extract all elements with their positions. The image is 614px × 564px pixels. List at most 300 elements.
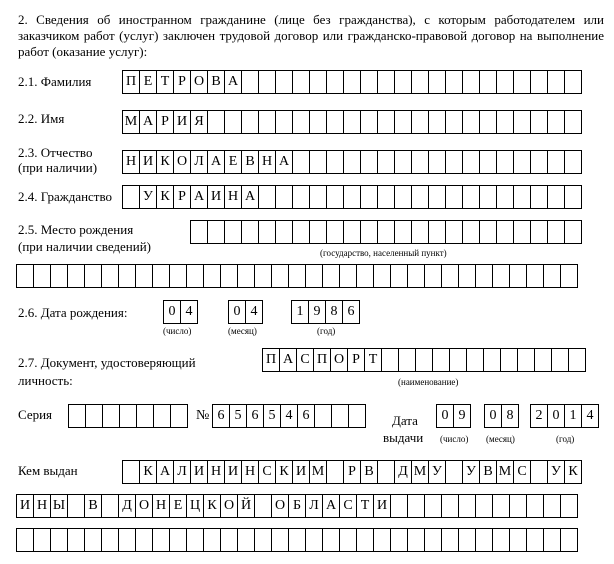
letter-cell[interactable] [258,70,276,94]
letter-cell[interactable] [377,70,395,94]
letter-cell[interactable] [203,528,221,552]
letter-cell[interactable]: О [190,70,208,94]
letter-cell[interactable] [479,70,497,94]
issue-day-field[interactable] [436,404,470,428]
letter-cell[interactable] [169,528,187,552]
letter-cell[interactable]: А [207,150,225,174]
letter-cell[interactable] [390,528,408,552]
letter-cell[interactable]: 1 [564,404,582,428]
letter-cell[interactable]: Т [156,70,174,94]
letter-cell[interactable] [271,528,289,552]
letter-cell[interactable] [119,404,137,428]
birth-month-field[interactable] [228,300,262,324]
letter-cell[interactable]: 0 [228,300,246,324]
letter-cell[interactable]: 2 [530,404,548,428]
letter-cell[interactable] [237,264,255,288]
letter-cell[interactable]: 0 [484,404,502,428]
letter-cell[interactable] [339,528,357,552]
letter-cell[interactable] [288,528,306,552]
letter-cell[interactable]: 4 [280,404,298,428]
letter-cell[interactable] [394,70,412,94]
letter-cell[interactable] [428,110,446,134]
letter-cell[interactable] [305,264,323,288]
letter-cell[interactable] [169,264,187,288]
letter-cell[interactable] [136,404,154,428]
letter-cell[interactable]: Д [118,494,136,518]
letter-cell[interactable]: С [339,494,357,518]
letter-cell[interactable] [381,348,399,372]
letter-cell[interactable] [254,528,272,552]
letter-cell[interactable] [275,110,293,134]
letter-cell[interactable] [462,110,480,134]
letter-cell[interactable] [530,220,548,244]
letter-cell[interactable]: М [496,460,514,484]
letter-cell[interactable] [547,185,565,209]
letter-cell[interactable] [547,150,565,174]
letter-cell[interactable] [560,494,578,518]
letter-cell[interactable] [326,185,344,209]
letter-cell[interactable]: Л [190,150,208,174]
letter-cell[interactable]: В [84,494,102,518]
letter-cell[interactable] [564,150,582,174]
letter-cell[interactable] [475,528,493,552]
letter-cell[interactable] [33,264,51,288]
letter-cell[interactable] [479,220,497,244]
letter-cell[interactable]: М [309,460,327,484]
letter-cell[interactable] [411,220,429,244]
letter-cell[interactable]: Е [139,70,157,94]
document-name-field[interactable] [262,348,585,372]
letter-cell[interactable]: Н [224,185,242,209]
letter-cell[interactable] [292,150,310,174]
letter-cell[interactable]: А [275,150,293,174]
letter-cell[interactable]: 4 [581,404,599,428]
letter-cell[interactable] [135,528,153,552]
letter-cell[interactable] [445,185,463,209]
letter-cell[interactable] [432,348,450,372]
letter-cell[interactable]: 6 [297,404,315,428]
letter-cell[interactable] [441,494,459,518]
letter-cell[interactable] [394,220,412,244]
letter-cell[interactable] [394,185,412,209]
letter-cell[interactable] [496,185,514,209]
letter-cell[interactable] [407,264,425,288]
letter-cell[interactable] [428,185,446,209]
letter-cell[interactable] [360,150,378,174]
issue-year-field[interactable] [530,404,598,428]
letter-cell[interactable]: В [207,70,225,94]
letter-cell[interactable]: О [135,494,153,518]
letter-cell[interactable] [271,264,289,288]
letter-cell[interactable]: 6 [246,404,264,428]
letter-cell[interactable] [152,264,170,288]
letter-cell[interactable]: М [122,110,140,134]
letter-cell[interactable]: К [203,494,221,518]
letter-cell[interactable] [309,185,327,209]
letter-cell[interactable] [220,528,238,552]
letter-cell[interactable] [428,70,446,94]
letter-cell[interactable] [445,70,463,94]
letter-cell[interactable] [207,220,225,244]
letter-cell[interactable] [543,494,561,518]
letter-cell[interactable]: 9 [308,300,326,324]
letter-cell[interactable] [292,110,310,134]
letter-cell[interactable]: Ы [50,494,68,518]
letter-cell[interactable] [326,70,344,94]
number-field[interactable] [212,404,365,428]
letter-cell[interactable]: Н [122,150,140,174]
letter-cell[interactable] [305,528,323,552]
letter-cell[interactable] [530,150,548,174]
letter-cell[interactable] [411,185,429,209]
letter-cell[interactable] [102,404,120,428]
letter-cell[interactable] [441,264,459,288]
letter-cell[interactable]: У [139,185,157,209]
letter-cell[interactable] [479,110,497,134]
letter-cell[interactable] [462,185,480,209]
letter-cell[interactable] [275,70,293,94]
letter-cell[interactable] [424,528,442,552]
letter-cell[interactable] [543,264,561,288]
letter-cell[interactable] [326,460,344,484]
letter-cell[interactable] [322,528,340,552]
letter-cell[interactable]: Т [356,494,374,518]
letter-cell[interactable] [33,528,51,552]
letter-cell[interactable]: 4 [180,300,198,324]
letter-cell[interactable] [483,348,501,372]
letter-cell[interactable] [530,110,548,134]
letter-cell[interactable]: Д [394,460,412,484]
letter-cell[interactable]: С [258,460,276,484]
letter-cell[interactable] [292,70,310,94]
letter-cell[interactable] [492,264,510,288]
letter-cell[interactable]: Н [241,460,259,484]
letter-cell[interactable] [309,220,327,244]
letter-cell[interactable] [377,150,395,174]
letter-cell[interactable] [237,528,255,552]
letter-cell[interactable]: О [173,150,191,174]
letter-cell[interactable] [492,494,510,518]
birthplace-field-line2[interactable] [16,264,577,288]
letter-cell[interactable]: К [275,460,293,484]
letter-cell[interactable] [411,110,429,134]
letter-cell[interactable] [186,264,204,288]
letter-cell[interactable]: В [479,460,497,484]
letter-cell[interactable] [309,150,327,174]
letter-cell[interactable]: У [428,460,446,484]
letter-cell[interactable]: Н [152,494,170,518]
letter-cell[interactable] [258,185,276,209]
letter-cell[interactable] [275,220,293,244]
letter-cell[interactable]: А [156,460,174,484]
letter-cell[interactable]: И [373,494,391,518]
letter-cell[interactable]: Н [207,460,225,484]
letter-cell[interactable] [170,404,188,428]
issued-by-field-line1[interactable] [122,460,581,484]
letter-cell[interactable] [343,110,361,134]
letter-cell[interactable] [203,264,221,288]
letter-cell[interactable] [564,110,582,134]
letter-cell[interactable] [568,348,586,372]
letter-cell[interactable] [441,528,459,552]
letter-cell[interactable]: А [322,494,340,518]
letter-cell[interactable] [534,348,552,372]
letter-cell[interactable]: Е [169,494,187,518]
letter-cell[interactable]: И [173,110,191,134]
letter-cell[interactable]: О [271,494,289,518]
letter-cell[interactable]: Н [258,150,276,174]
letter-cell[interactable] [513,110,531,134]
letter-cell[interactable] [492,528,510,552]
series-field[interactable] [68,404,187,428]
letter-cell[interactable] [207,110,225,134]
letter-cell[interactable]: 9 [453,404,471,428]
letter-cell[interactable] [241,110,259,134]
letter-cell[interactable]: У [462,460,480,484]
letter-cell[interactable] [411,150,429,174]
letter-cell[interactable] [292,220,310,244]
birth-day-field[interactable] [163,300,197,324]
issued-by-field-line2[interactable] [16,494,577,518]
letter-cell[interactable]: Р [173,185,191,209]
letter-cell[interactable]: И [207,185,225,209]
letter-cell[interactable] [479,185,497,209]
letter-cell[interactable] [50,528,68,552]
letter-cell[interactable]: П [122,70,140,94]
letter-cell[interactable] [186,528,204,552]
letter-cell[interactable]: Р [156,110,174,134]
letter-cell[interactable] [288,264,306,288]
letter-cell[interactable] [543,528,561,552]
letter-cell[interactable] [50,264,68,288]
letter-cell[interactable] [407,528,425,552]
letter-cell[interactable]: Л [173,460,191,484]
letter-cell[interactable]: 1 [291,300,309,324]
letter-cell[interactable] [360,110,378,134]
letter-cell[interactable] [449,348,467,372]
letter-cell[interactable] [377,185,395,209]
letter-cell[interactable] [496,220,514,244]
letter-cell[interactable] [475,494,493,518]
letter-cell[interactable]: Я [190,110,208,134]
letter-cell[interactable] [68,404,86,428]
letter-cell[interactable] [394,150,412,174]
letter-cell[interactable] [85,404,103,428]
letter-cell[interactable] [462,70,480,94]
letter-cell[interactable] [254,494,272,518]
letter-cell[interactable] [343,150,361,174]
letter-cell[interactable]: Р [173,70,191,94]
letter-cell[interactable] [526,264,544,288]
surname-field[interactable] [122,70,581,94]
letter-cell[interactable] [356,528,374,552]
letter-cell[interactable]: В [241,150,259,174]
letter-cell[interactable] [373,528,391,552]
letter-cell[interactable] [551,348,569,372]
letter-cell[interactable] [445,460,463,484]
issued-by-field-line3[interactable] [16,528,577,552]
letter-cell[interactable]: 0 [163,300,181,324]
letter-cell[interactable] [356,264,374,288]
letter-cell[interactable] [84,264,102,288]
letter-cell[interactable] [309,110,327,134]
letter-cell[interactable] [415,348,433,372]
letter-cell[interactable] [67,264,85,288]
letter-cell[interactable] [339,264,357,288]
letter-cell[interactable] [118,264,136,288]
letter-cell[interactable] [254,264,272,288]
letter-cell[interactable] [530,460,548,484]
letter-cell[interactable] [360,185,378,209]
letter-cell[interactable] [496,150,514,174]
birth-year-field[interactable] [291,300,359,324]
letter-cell[interactable] [224,220,242,244]
letter-cell[interactable] [152,528,170,552]
letter-cell[interactable] [343,220,361,244]
letter-cell[interactable] [67,528,85,552]
letter-cell[interactable]: К [156,185,174,209]
letter-cell[interactable]: О [220,494,238,518]
letter-cell[interactable] [509,494,527,518]
letter-cell[interactable] [445,110,463,134]
letter-cell[interactable] [458,528,476,552]
letter-cell[interactable] [466,348,484,372]
letter-cell[interactable] [564,220,582,244]
letter-cell[interactable]: 8 [325,300,343,324]
letter-cell[interactable]: О [330,348,348,372]
letter-cell[interactable]: Е [224,150,242,174]
letter-cell[interactable] [411,70,429,94]
letter-cell[interactable] [331,404,349,428]
letter-cell[interactable] [509,264,527,288]
letter-cell[interactable] [322,264,340,288]
letter-cell[interactable]: К [156,150,174,174]
letter-cell[interactable] [462,220,480,244]
letter-cell[interactable] [118,528,136,552]
letter-cell[interactable]: П [313,348,331,372]
letter-cell[interactable] [377,460,395,484]
letter-cell[interactable] [241,70,259,94]
letter-cell[interactable] [122,185,140,209]
letter-cell[interactable] [560,528,578,552]
letter-cell[interactable] [314,404,332,428]
letter-cell[interactable] [479,150,497,174]
letter-cell[interactable] [526,528,544,552]
letter-cell[interactable] [275,185,293,209]
letter-cell[interactable] [509,528,527,552]
letter-cell[interactable]: А [224,70,242,94]
letter-cell[interactable]: У [547,460,565,484]
letter-cell[interactable] [530,70,548,94]
letter-cell[interactable] [343,70,361,94]
letter-cell[interactable] [101,528,119,552]
letter-cell[interactable] [547,70,565,94]
letter-cell[interactable] [258,110,276,134]
letter-cell[interactable] [377,220,395,244]
name-field[interactable] [122,110,581,134]
letter-cell[interactable] [496,70,514,94]
letter-cell[interactable]: В [360,460,378,484]
letter-cell[interactable]: Л [305,494,323,518]
letter-cell[interactable] [560,264,578,288]
letter-cell[interactable] [326,220,344,244]
letter-cell[interactable] [122,460,140,484]
letter-cell[interactable] [377,110,395,134]
letter-cell[interactable] [513,220,531,244]
letter-cell[interactable] [67,494,85,518]
issue-month-field[interactable] [484,404,518,428]
letter-cell[interactable] [390,264,408,288]
letter-cell[interactable]: Т [364,348,382,372]
letter-cell[interactable]: А [279,348,297,372]
letter-cell[interactable] [517,348,535,372]
letter-cell[interactable]: Р [343,460,361,484]
letter-cell[interactable]: И [16,494,34,518]
letter-cell[interactable] [424,264,442,288]
patronymic-field[interactable] [122,150,581,174]
letter-cell[interactable]: 0 [436,404,454,428]
letter-cell[interactable] [360,70,378,94]
letter-cell[interactable] [513,70,531,94]
letter-cell[interactable] [16,264,34,288]
letter-cell[interactable] [475,264,493,288]
birthplace-field-line1[interactable] [190,220,581,244]
letter-cell[interactable] [373,264,391,288]
letter-cell[interactable]: А [190,185,208,209]
letter-cell[interactable]: 6 [212,404,230,428]
letter-cell[interactable] [101,494,119,518]
letter-cell[interactable] [394,110,412,134]
letter-cell[interactable] [220,264,238,288]
letter-cell[interactable] [462,150,480,174]
letter-cell[interactable]: 0 [547,404,565,428]
letter-cell[interactable] [445,150,463,174]
letter-cell[interactable] [224,110,242,134]
letter-cell[interactable] [343,185,361,209]
letter-cell[interactable] [348,404,366,428]
letter-cell[interactable]: Й [237,494,255,518]
letter-cell[interactable] [496,110,514,134]
letter-cell[interactable] [326,150,344,174]
letter-cell[interactable]: И [224,460,242,484]
letter-cell[interactable]: 4 [245,300,263,324]
letter-cell[interactable]: К [139,460,157,484]
letter-cell[interactable] [16,528,34,552]
letter-cell[interactable] [513,150,531,174]
letter-cell[interactable]: М [411,460,429,484]
letter-cell[interactable] [360,220,378,244]
letter-cell[interactable] [398,348,416,372]
letter-cell[interactable]: 5 [229,404,247,428]
letter-cell[interactable] [500,348,518,372]
letter-cell[interactable] [153,404,171,428]
letter-cell[interactable] [458,264,476,288]
letter-cell[interactable] [428,150,446,174]
letter-cell[interactable]: П [262,348,280,372]
letter-cell[interactable]: К [564,460,582,484]
letter-cell[interactable]: С [296,348,314,372]
letter-cell[interactable]: 8 [501,404,519,428]
letter-cell[interactable] [292,185,310,209]
letter-cell[interactable]: 6 [342,300,360,324]
letter-cell[interactable] [458,494,476,518]
letter-cell[interactable] [326,110,344,134]
letter-cell[interactable]: А [139,110,157,134]
letter-cell[interactable]: Р [347,348,365,372]
letter-cell[interactable] [241,220,259,244]
letter-cell[interactable]: Н [33,494,51,518]
letter-cell[interactable]: Ц [186,494,204,518]
